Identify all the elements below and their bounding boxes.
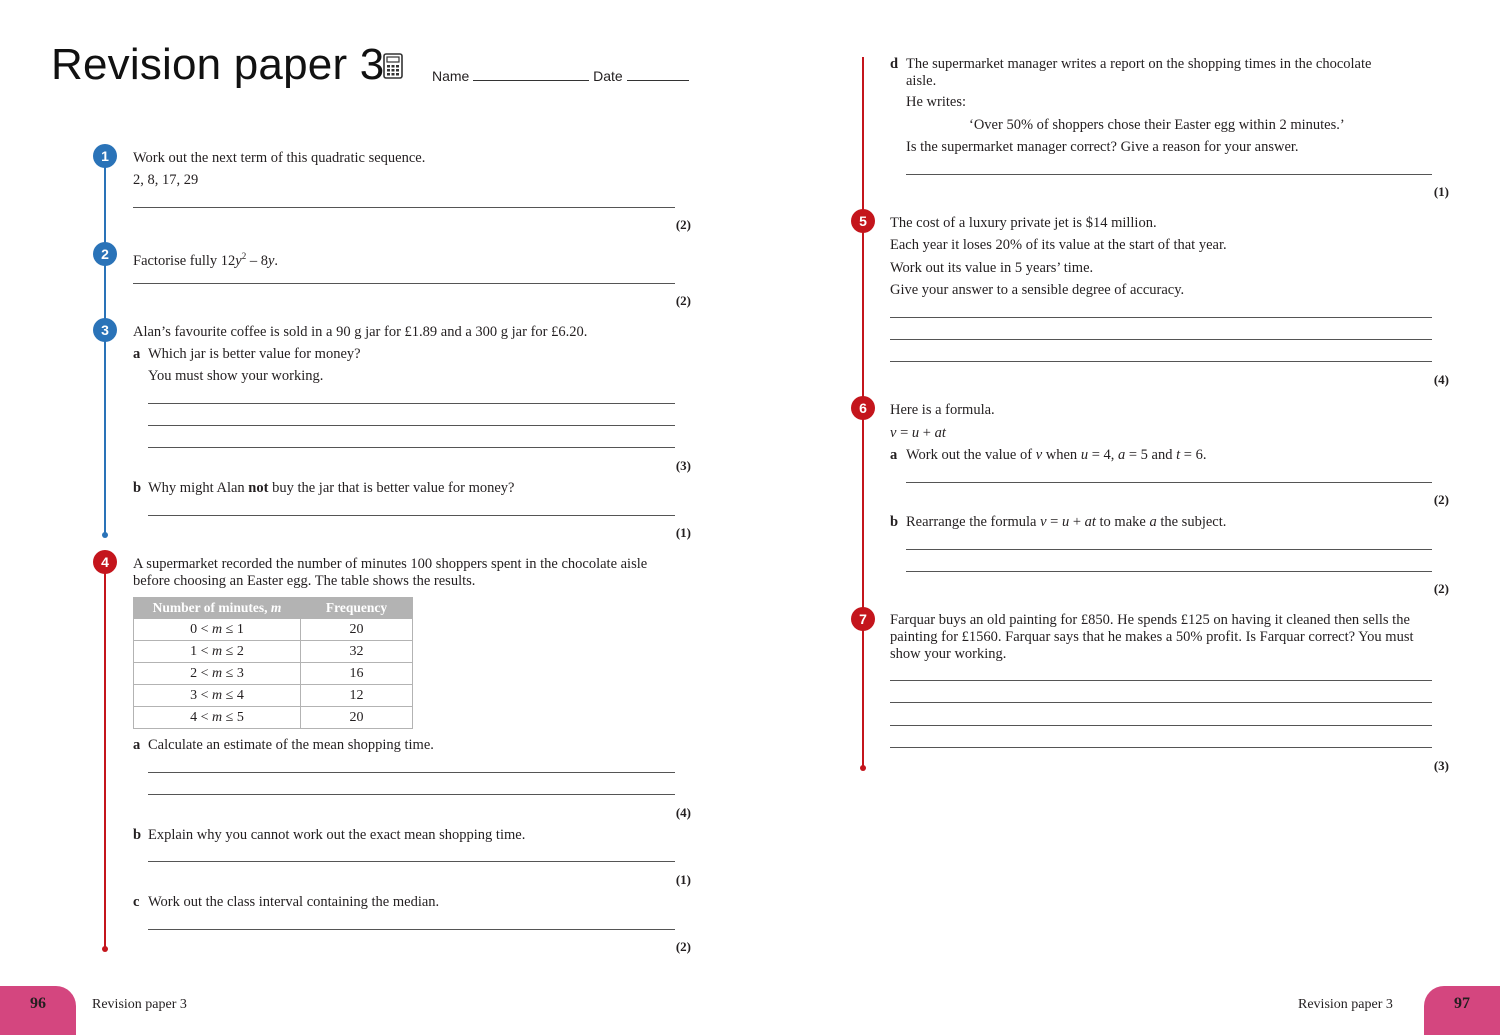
answer-line[interactable] — [906, 549, 1432, 550]
part-text: Which jar is better value for money? — [148, 346, 361, 362]
part-text: Rearrange the formula v = u + at to make a the subject. — [906, 514, 1227, 530]
question-number-badge: 6 — [851, 396, 875, 420]
calculator-icon — [383, 53, 403, 79]
part-label: b — [133, 480, 142, 496]
answer-line[interactable] — [148, 515, 675, 516]
question-text: Each year it loses 20% of its value at the start of that year. — [890, 237, 1227, 253]
table-cell: 16 — [301, 663, 413, 685]
answer-line[interactable] — [890, 339, 1432, 340]
marks-label: (1) — [675, 525, 691, 540]
question-text: Give your answer to a sensible degree of accuracy. — [890, 282, 1185, 298]
answer-line[interactable] — [890, 361, 1432, 362]
answer-line[interactable] — [148, 794, 675, 795]
table-cell: 20 — [301, 707, 413, 729]
answer-line[interactable] — [148, 861, 675, 862]
table-header-row — [134, 598, 413, 619]
part-text: Why might Alan not buy the jar that is better value for money? — [148, 480, 515, 496]
answer-line[interactable] — [890, 725, 1432, 726]
question-text: Work out the next term of this quadratic sequence. — [133, 150, 426, 166]
question-number-badge: 1 — [93, 144, 117, 168]
question-text: Factorise fully $12y^2 - 8y$. — [133, 251, 279, 269]
table-row — [134, 685, 413, 707]
question-text: A supermarket recorded the number of minutes 100 shoppers spent in the chocolate aisle before choosing an Easter egg. The table shows the results. — [133, 556, 648, 589]
answer-line[interactable] — [906, 174, 1432, 175]
marks-label: (2) — [675, 939, 691, 954]
part-text: You must show your working. — [148, 368, 324, 384]
frequency-table — [133, 597, 413, 729]
marks-label: (4) — [1433, 372, 1449, 387]
answer-line[interactable] — [906, 482, 1432, 483]
part-label: a — [133, 737, 141, 753]
answer-line[interactable] — [148, 403, 675, 404]
table-cell: 0 < m ≤ 1 — [134, 619, 301, 641]
marks-label: (2) — [1433, 581, 1449, 596]
formula: v = u + at — [890, 425, 946, 441]
part-text: Work out the class interval containing the median. — [148, 894, 440, 910]
name-label: Name — [432, 68, 470, 84]
date-field[interactable] — [627, 80, 689, 81]
table-cell: 2 < m ≤ 3 — [134, 663, 301, 685]
footer-title-left: Revision paper 3 — [92, 997, 187, 1012]
question-timeline-red — [104, 565, 106, 949]
name-date-fields — [432, 68, 689, 84]
answer-line[interactable] — [890, 702, 1432, 703]
part-label: b — [133, 827, 142, 843]
marks-label: (2) — [675, 217, 691, 232]
answer-line[interactable] — [906, 571, 1432, 572]
question-text: Here is a formula. — [890, 402, 995, 418]
part-label: a — [890, 447, 898, 463]
table-cell: 1 < m ≤ 2 — [134, 641, 301, 663]
answer-line[interactable] — [148, 772, 675, 773]
question-text: Alan’s favourite coffee is sold in a 90 g jar for £1.89 and a 300 g jar for £6.20. — [133, 324, 588, 340]
question-number-badge: 4 — [93, 550, 117, 574]
part-label: a — [133, 346, 141, 362]
question-number-badge: 2 — [93, 242, 117, 266]
marks-label: (4) — [675, 805, 691, 820]
quote-text: ‘Over 50% of shoppers chose their Easter egg within 2 minutes.’ — [969, 117, 1345, 133]
timeline-end-dot — [102, 946, 108, 952]
table-cell: 3 < m ≤ 4 — [134, 685, 301, 707]
question-number-badge: 3 — [93, 318, 117, 342]
answer-line[interactable] — [148, 929, 675, 930]
part-text: Calculate an estimate of the mean shopping time. — [148, 737, 434, 753]
page-number-right: 97 — [1424, 986, 1500, 1035]
question-text: Farquar buys an old painting for £850. He spends £125 on having it cleaned then sells the painting for £1560. Farquar says that he makes a 50% profit. Is Farquar correct? You must show your working. — [890, 612, 1414, 662]
table-row — [134, 641, 413, 663]
date-label: Date — [593, 68, 623, 84]
part-text: He writes: — [906, 94, 966, 110]
question-text: The cost of a luxury private jet is $14 million. — [890, 215, 1157, 231]
table-row — [134, 619, 413, 641]
marks-label: (2) — [1433, 492, 1449, 507]
timeline-end-dot — [102, 532, 108, 538]
question-number-badge: 5 — [851, 209, 875, 233]
table-header-minutes: Number of minutes, m — [134, 598, 301, 619]
part-text: The supermarket manager writes a report on the shopping times in the chocolate aisle. — [906, 56, 1372, 89]
sequence-text: 2, 8, 17, 29 — [133, 172, 199, 188]
marks-label: (1) — [675, 872, 691, 887]
marks-label: (3) — [1433, 758, 1449, 773]
table-cell: 32 — [301, 641, 413, 663]
page-number-left: 96 — [0, 986, 76, 1035]
timeline-end-dot — [860, 765, 866, 771]
part-text: Is the supermarket manager correct? Give a reason for your answer. — [906, 139, 1299, 155]
table-cell: 4 < m ≤ 5 — [134, 707, 301, 729]
table-cell: 20 — [301, 619, 413, 641]
answer-line[interactable] — [890, 747, 1432, 748]
question-number-badge: 7 — [851, 607, 875, 631]
part-text: Work out the value of v when u = 4, a = 5 and t = 6. — [906, 447, 1207, 463]
footer-title-right: Revision paper 3 — [1298, 997, 1393, 1012]
answer-line[interactable] — [148, 447, 675, 448]
answer-line[interactable] — [890, 317, 1432, 318]
table-header-frequency: Frequency — [301, 598, 413, 619]
table-row — [134, 663, 413, 685]
page-title: Revision paper 3 — [51, 40, 385, 89]
name-field[interactable] — [473, 80, 589, 81]
marks-label: (2) — [675, 293, 691, 308]
table-row — [134, 707, 413, 729]
part-text: Explain why you cannot work out the exact mean shopping time. — [148, 827, 526, 843]
answer-line[interactable] — [133, 283, 675, 284]
part-label: b — [890, 514, 899, 530]
part-label: c — [133, 894, 140, 910]
part-label: d — [890, 56, 899, 72]
marks-label: (3) — [675, 458, 691, 473]
question-text: Work out its value in 5 years’ time. — [890, 260, 1094, 276]
marks-label: (1) — [1433, 184, 1449, 199]
answer-line[interactable] — [890, 680, 1432, 681]
answer-line[interactable] — [148, 425, 675, 426]
table-cell: 12 — [301, 685, 413, 707]
answer-line[interactable] — [133, 207, 675, 208]
question-timeline-blue — [104, 160, 106, 535]
